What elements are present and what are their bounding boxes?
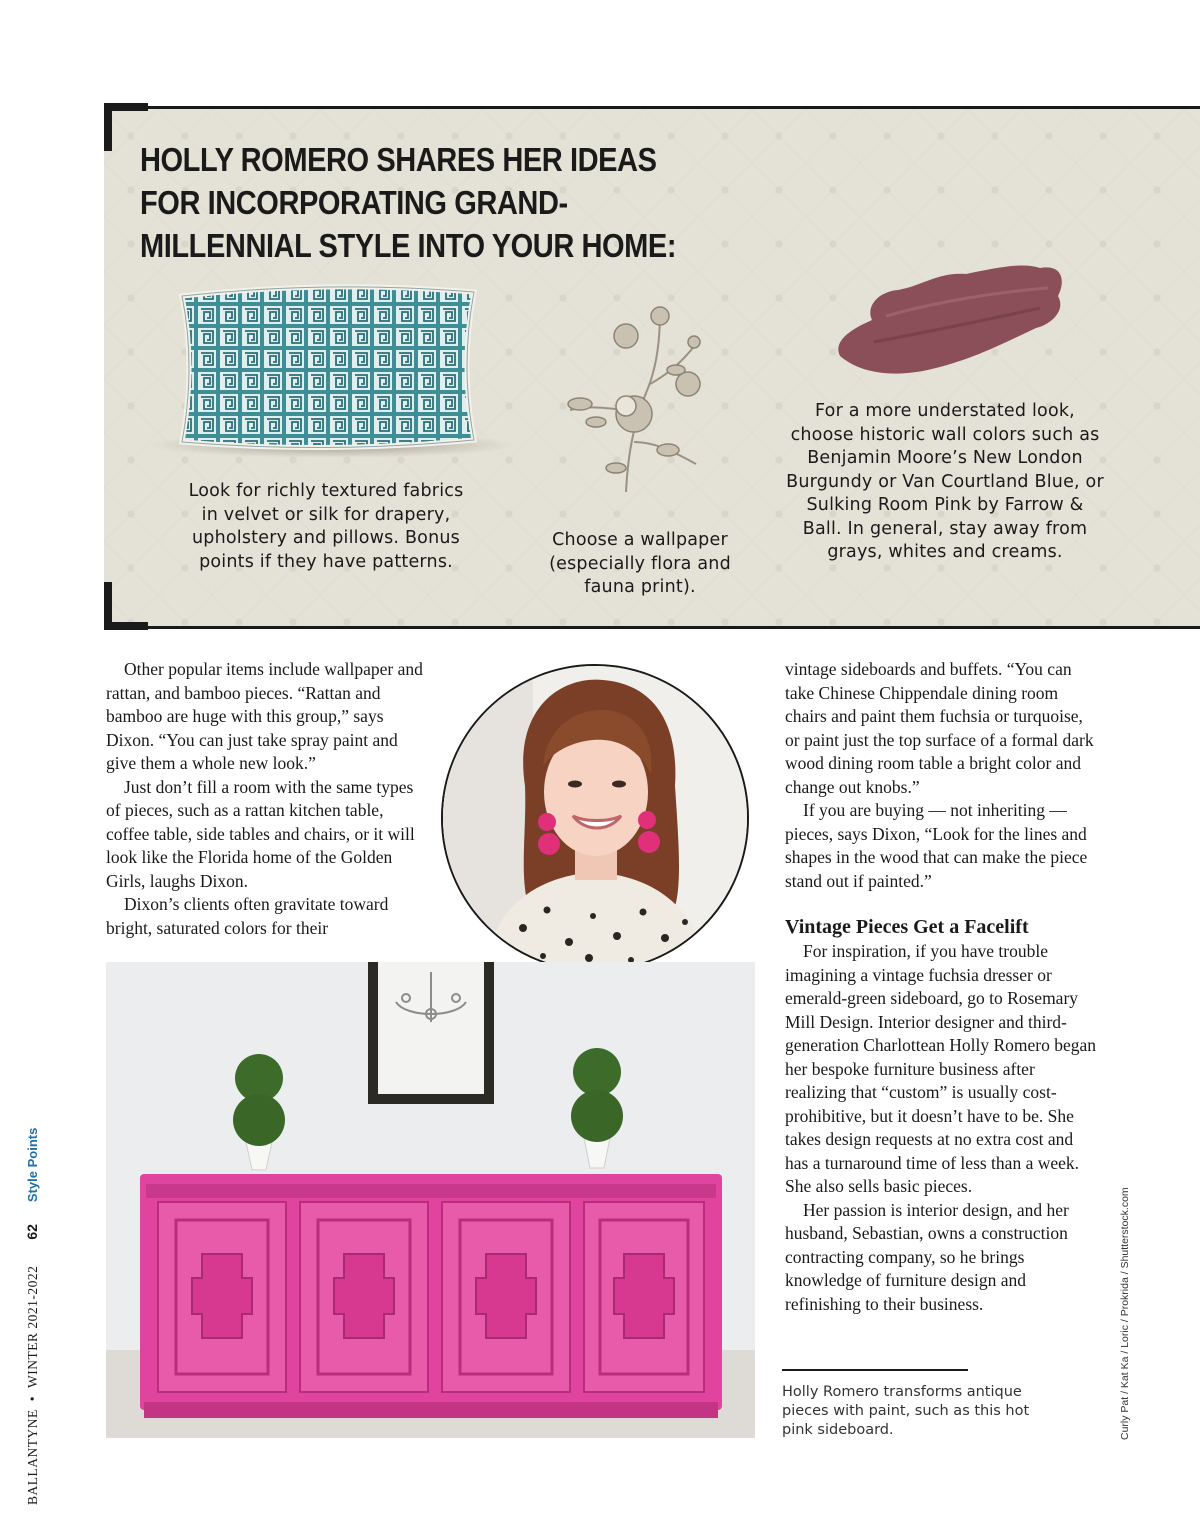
paragraph: For inspiration, if you have trouble imagining a vintage fuchsia dresser or emerald-green sideboard, go to Rosemary Mill Design. Interior designer and third-generation Charlottean Holly Romero began her bespoke furniture business after realizing that “custom” is usually cost-prohibitive, but it doesn’t have to be. She takes design requests at no extra cost and has a turnaround time of less than a week. She also sells basic pieces. [785,941,1097,1196]
bracket-top-decoration [104,103,112,151]
section-name: Style Points [25,1127,40,1203]
article-left-column [106,658,426,940]
tip-fabrics: Look for richly textured fabrics in velvet or silk for drapery, upholstery and pillows. Bonus points if they have patterns. [188,481,464,572]
portrait-illustration [443,666,747,970]
article-right-column [785,658,1100,893]
sidebar-title: HOLLY ROMERO SHARES HER IDEAS FOR INCORPORATING GRAND-MILLENNIAL STYLE INTO YOUR HOME: [140,141,677,264]
tip-wall-colors: For a more understated look, choose historic wall colors such as Benjamin Moore’s New London Burgundy or Van Courtland Blue, or Sulking Room Pink by Farrow & Ball. In general, stay away from grays, whites and creams. [786,401,1104,562]
paragraph: Dixon’s clients often gravitate toward bright, saturated colors for their [106,894,389,938]
paragraph: Her passion is interior design, and her husband, Sebastian, owns a construction contracting company, so he brings knowledge of furniture design and refinishing to their business. [785,1199,1069,1314]
photo-caption: Holly Romero transforms antique pieces with paint, such as this hot pink sideboard. [782,1384,1030,1438]
patterned-pillow-image [174,282,482,450]
tip-wallpaper: Choose a wallpaper (especially flora and fauna print). [549,530,731,597]
article-subhead-section [785,914,1100,1316]
page-number: 62 [24,1224,40,1240]
paragraph: Just don’t fill a room with the same types of pieces, such as a rattan kitchen table, coffee table, side tables and chairs, or it will look like the Florida home of the Golden Girls, laughs Dixon. [106,776,415,891]
page-folio: BALLANTYNE•WINTER 2021-202262Style Points [24,1127,40,1505]
sideboard-illustration [106,962,755,1438]
paragraph: vintage sideboards and buffets. “You can take Chinese Chippendale dining room chairs and paint them fuchsia or turquoise, or paint just the top surface of a formal dark wood dining room table a bright color and change out knobs.” [785,659,1094,797]
caption-rule [782,1369,968,1371]
paragraph: Other popular items include wallpaper and rattan, and bamboo pieces. “Rattan and bamboo are huge with this group,” says Dixon. “You can just take spray paint and give them a whole new look.” [106,659,423,773]
bracket-bottom-decoration [104,582,112,630]
paint-swatch-image [826,258,1070,380]
subhead: Vintage Pieces Get a Facelift [785,916,1029,938]
portrait-photo [441,664,749,972]
issue-date: WINTER 2021-2022 [25,1265,40,1389]
paragraph: If you are buying — not inheriting — pieces, says Dixon, “Look for the lines and shapes in the wood that can make the piece stand out if painted.” [785,800,1088,891]
floral-wallpaper-motif [556,292,710,502]
magazine-name: BALLANTYNE [25,1409,40,1505]
photo-credits: Curly Pat / Kat Ka / Loric / Prokrida / Shutterstock.com [1119,1187,1131,1440]
sideboard-photo [106,962,755,1438]
